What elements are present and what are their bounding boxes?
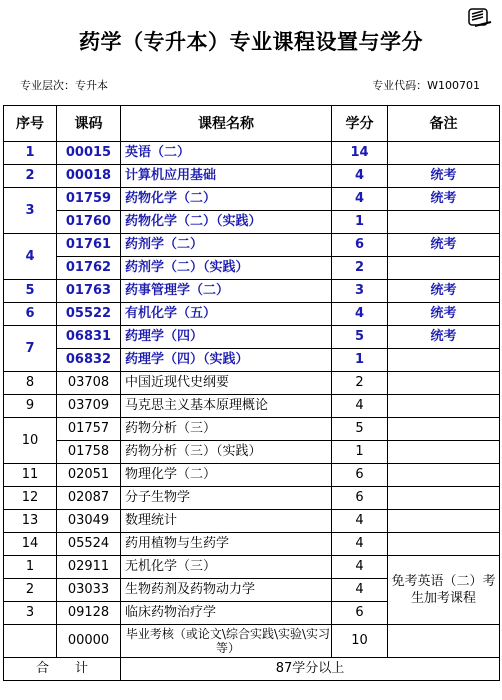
row-credit: 4 <box>332 510 388 533</box>
row-note: 统考 <box>388 188 500 211</box>
row-code: 03049 <box>57 510 121 533</box>
row-note <box>388 487 500 510</box>
table-row <box>4 464 500 487</box>
row-note: 统考 <box>388 326 500 349</box>
row-no: 8 <box>4 372 57 395</box>
row-credit: 6 <box>332 602 388 625</box>
row-note <box>388 418 500 441</box>
row-no: 11 <box>4 464 57 487</box>
row-no: 9 <box>4 395 57 418</box>
row-code: 00018 <box>57 165 121 188</box>
row-code: 05524 <box>57 533 121 556</box>
row-note <box>388 464 500 487</box>
row-note <box>388 372 500 395</box>
row-code: 00000 <box>57 625 121 658</box>
row-code: 01762 <box>57 257 121 280</box>
row-no <box>4 625 57 658</box>
row-note <box>388 211 500 234</box>
row-name: 药理学（四）（实践） <box>121 349 332 372</box>
header-no: 序号 <box>4 106 57 142</box>
row-name: 英语（二） <box>121 142 332 165</box>
table-row <box>4 556 500 579</box>
table-row <box>4 395 500 418</box>
row-credit: 3 <box>332 280 388 303</box>
row-credit: 4 <box>332 579 388 602</box>
row-name: 临床药物治疗学 <box>121 602 332 625</box>
row-code: 03709 <box>57 395 121 418</box>
row-code: 09128 <box>57 602 121 625</box>
row-credit: 5 <box>332 326 388 349</box>
row-credit: 6 <box>332 464 388 487</box>
row-name: 中国近现代史纲要 <box>121 372 332 395</box>
row-name: 药剂学（二） <box>121 234 332 257</box>
table-row <box>4 211 500 234</box>
row-no: 13 <box>4 510 57 533</box>
row-note <box>388 142 500 165</box>
row-name: 无机化学（三） <box>121 556 332 579</box>
row-code: 00015 <box>57 142 121 165</box>
row-no: 3 <box>4 602 57 625</box>
row-credit: 1 <box>332 211 388 234</box>
row-note <box>388 625 500 658</box>
table-row <box>4 441 500 464</box>
row-name: 药物化学（二）（实践） <box>121 211 332 234</box>
table-row <box>4 234 500 257</box>
row-name: 计算机应用基础 <box>121 165 332 188</box>
row-name: 药用植物与生药学 <box>121 533 332 556</box>
row-credit: 4 <box>332 395 388 418</box>
table-row <box>4 349 500 372</box>
table-row <box>4 257 500 280</box>
header-credit: 学分 <box>332 106 388 142</box>
table-row <box>4 372 500 395</box>
row-credit: 2 <box>332 257 388 280</box>
table-row <box>4 418 500 441</box>
table-row <box>4 625 500 658</box>
row-code: 06832 <box>57 349 121 372</box>
row-credit: 1 <box>332 349 388 372</box>
row-no: 2 <box>4 579 57 602</box>
row-note <box>388 395 500 418</box>
row-name: 药物分析（三）（实践） <box>121 441 332 464</box>
table-row <box>4 487 500 510</box>
table-row <box>4 326 500 349</box>
row-code: 06831 <box>57 326 121 349</box>
row-note: 统考 <box>388 234 500 257</box>
row-name: 毕业考核（或论文\综合实践\实验\实习等） <box>121 625 332 658</box>
row-name: 生物药剂及药物动力学 <box>121 579 332 602</box>
row-name: 物理化学（二） <box>121 464 332 487</box>
row-no: 10 <box>4 418 57 464</box>
row-credit: 1 <box>332 441 388 464</box>
row-no: 12 <box>4 487 57 510</box>
table-header-row <box>4 106 500 142</box>
table-row <box>4 510 500 533</box>
row-no: 14 <box>4 533 57 556</box>
page-title: 药学（专升本）专业课程设置与学分 <box>79 30 423 54</box>
row-note: 统考 <box>388 303 500 326</box>
row-credit: 4 <box>332 533 388 556</box>
row-code: 02051 <box>57 464 121 487</box>
row-note <box>388 349 500 372</box>
row-no: 1 <box>4 556 57 579</box>
row-code: 03033 <box>57 579 121 602</box>
row-code: 05522 <box>57 303 121 326</box>
row-credit: 6 <box>332 234 388 257</box>
row-no: 2 <box>4 165 57 188</box>
row-code: 03708 <box>57 372 121 395</box>
total-label: 合 计 <box>4 658 121 681</box>
row-note <box>388 510 500 533</box>
major-level-label: 专业层次：专升本 <box>20 79 108 92</box>
row-note <box>388 533 500 556</box>
header-code: 课码 <box>57 106 121 142</box>
row-no: 1 <box>4 142 57 165</box>
row-credit: 4 <box>332 165 388 188</box>
row-no: 5 <box>4 280 57 303</box>
row-code: 01760 <box>57 211 121 234</box>
row-credit: 4 <box>332 556 388 579</box>
row-credit: 4 <box>332 303 388 326</box>
row-code: 01763 <box>57 280 121 303</box>
table-row <box>4 165 500 188</box>
header-course-name: 课程名称 <box>121 106 332 142</box>
table-row <box>4 303 500 326</box>
row-code: 01761 <box>57 234 121 257</box>
row-note: 统考 <box>388 280 500 303</box>
row-name: 数理统计 <box>121 510 332 533</box>
table-row <box>4 188 500 211</box>
total-row <box>4 658 500 681</box>
row-code: 01757 <box>57 418 121 441</box>
table-row <box>4 142 500 165</box>
row-no: 4 <box>4 234 57 280</box>
row-no: 7 <box>4 326 57 372</box>
row-credit: 14 <box>332 142 388 165</box>
row-credit: 5 <box>332 418 388 441</box>
table-row <box>4 280 500 303</box>
row-name: 药理学（四） <box>121 326 332 349</box>
row-name: 马克思主义基本原理概论 <box>121 395 332 418</box>
row-code: 01759 <box>57 188 121 211</box>
table-row <box>4 533 500 556</box>
row-note <box>388 257 500 280</box>
row-name: 药物分析（三） <box>121 418 332 441</box>
row-note <box>388 441 500 464</box>
total-value: 87学分以上 <box>121 658 500 681</box>
row-credit: 6 <box>332 487 388 510</box>
row-credit: 10 <box>332 625 388 658</box>
course-table <box>3 105 500 681</box>
row-code: 02087 <box>57 487 121 510</box>
row-name: 药事管理学（二） <box>121 280 332 303</box>
row-credit: 4 <box>332 188 388 211</box>
major-code-label: 专业代码：W100701 <box>372 79 480 92</box>
row-name: 药物化学（二） <box>121 188 332 211</box>
row-name: 分子生物学 <box>121 487 332 510</box>
row-note: 统考 <box>388 165 500 188</box>
row-credit: 2 <box>332 372 388 395</box>
row-code: 02911 <box>57 556 121 579</box>
row-no: 3 <box>4 188 57 234</box>
row-name: 有机化学（五） <box>121 303 332 326</box>
extra-course-note: 免考英语（二）考生加考课程 <box>388 556 500 625</box>
row-name: 药剂学（二）（实践） <box>121 257 332 280</box>
header-note: 备注 <box>388 106 500 142</box>
row-no: 6 <box>4 303 57 326</box>
row-code: 01758 <box>57 441 121 464</box>
